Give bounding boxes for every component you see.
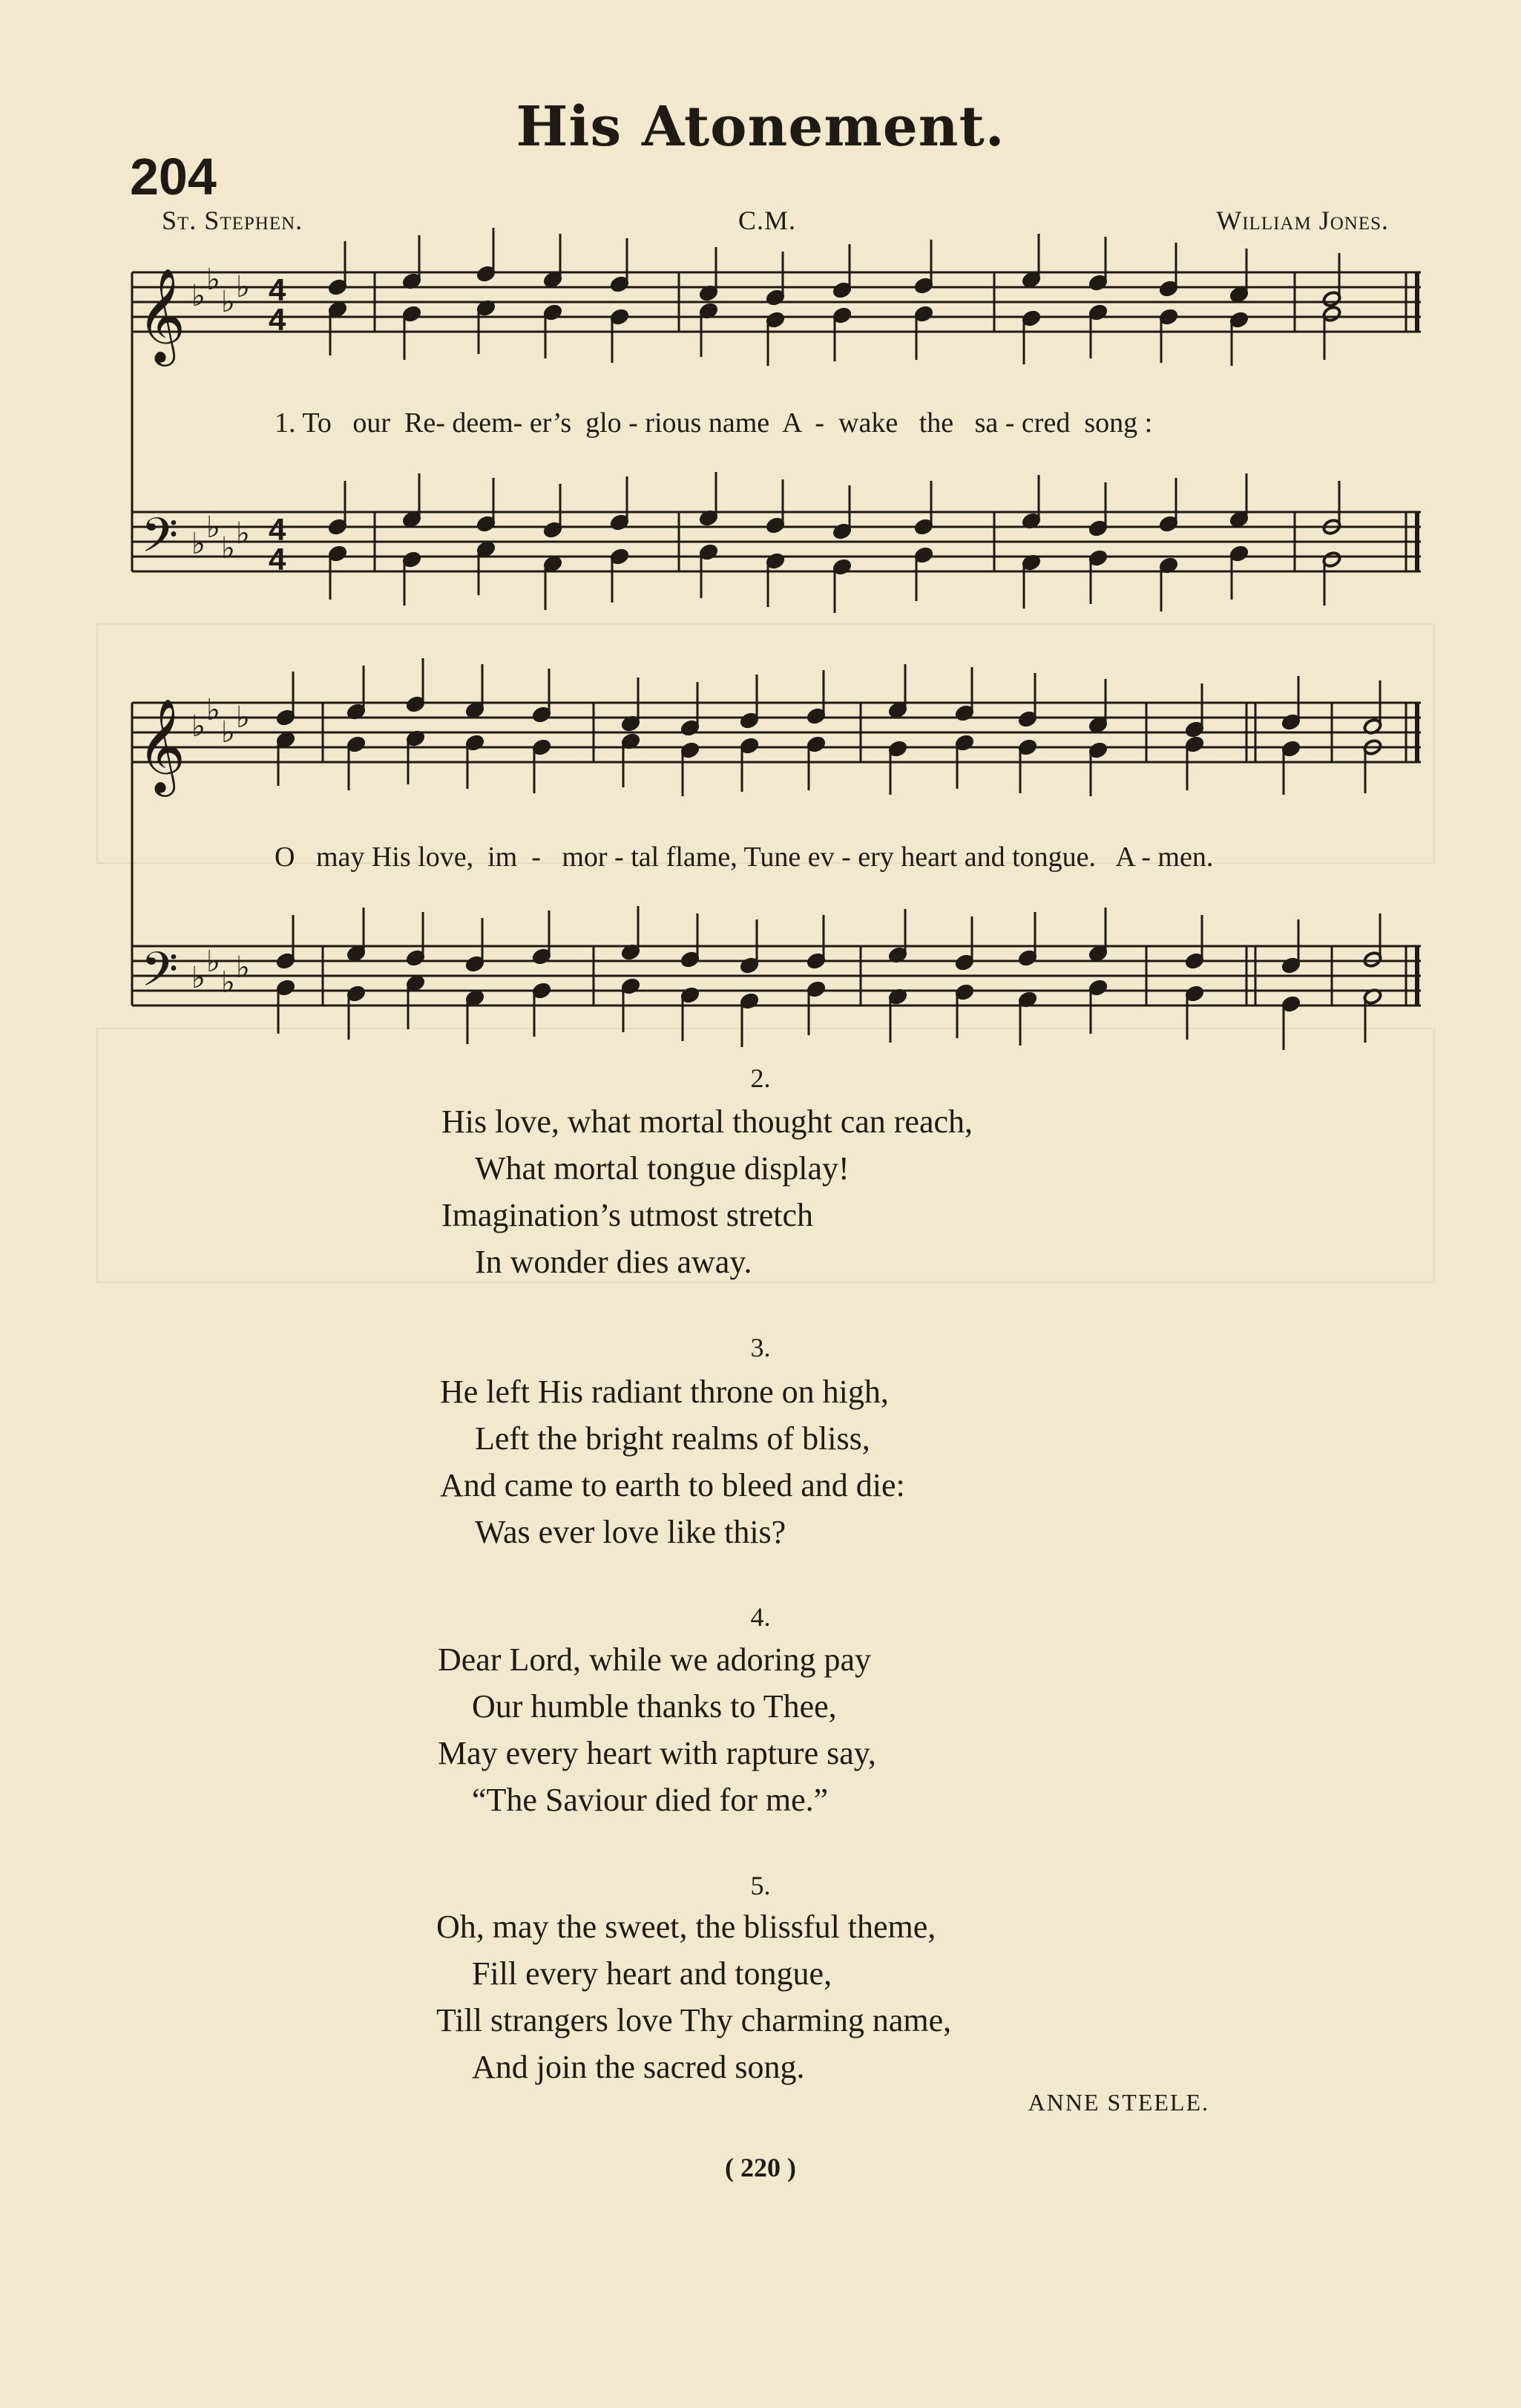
svg-text:4: 4 [269,512,286,547]
verse-line: Imagination’s utmost stretch [441,1197,814,1233]
bass-staff-2 [132,946,1421,1005]
lyrics-line-2: O may His love, im - mor - tal flame, Tune ev - ery heart and tongue. A - men. [275,842,1214,873]
lyrics-line-1: 1. To our Re- deem- er’s glo - rious name A - wake the sa - cred song : [275,407,1153,439]
page-number: ( 220 ) [725,2153,796,2182]
verse-line: Our humble thanks to Thee, [472,1688,837,1725]
hymn-author: ANNE STEELE. [1028,2089,1209,2116]
verse-line: His love, what mortal thought can reach, [441,1103,973,1140]
svg-text:4: 4 [269,302,286,337]
treble-clef-icon: 𝄞 [137,270,186,361]
bass-clef-icon: 𝄢 [141,509,179,574]
verse-line: In wonder dies away. [475,1244,752,1280]
treble-clef-icon-2: 𝄞 [137,701,186,791]
stanza-number: 2. [750,1063,771,1093]
stanza-number: 5. [750,1871,771,1900]
verse-line: Fill every heart and tongue, [472,1955,832,1992]
svg-text:♭: ♭ [206,945,220,978]
svg-text:♭: ♭ [236,270,250,304]
bass-clef-icon-2: 𝄢 [141,943,179,1008]
svg-text:♭: ♭ [221,965,235,999]
key-signature [191,263,250,565]
verse-line: Dear Lord, while we adoring pay [438,1641,872,1678]
stanza-number: 3. [750,1333,771,1362]
svg-text:♭: ♭ [191,279,206,312]
verse-line: “The Saviour died for me.” [472,1782,829,1818]
stanza-number: 4. [750,1602,771,1632]
svg-text:♭: ♭ [221,531,235,565]
svg-text:♭: ♭ [221,715,235,749]
key-signature-2 [191,693,250,999]
svg-text:♭: ♭ [206,511,220,544]
hymn-number: 204 [130,148,217,206]
verse-line: And came to earth to bleed and die: [440,1467,905,1503]
svg-text:♭: ♭ [236,516,250,550]
svg-text:♭: ♭ [191,709,206,743]
tune-name: St. Stephen. [162,206,303,235]
verse-line: May every heart with rapture say, [438,1735,876,1771]
svg-text:♭: ♭ [191,527,206,560]
page-title: His Atonement. [516,95,1005,159]
verse-line: And join the sacred song. [472,2049,805,2085]
meter: C.M. [738,206,797,235]
svg-text:4: 4 [269,272,286,307]
svg-text:♭: ♭ [236,951,250,984]
composer: William Jones. [1216,206,1389,235]
svg-text:♭: ♭ [221,285,235,318]
svg-text:4: 4 [269,542,286,577]
verse-line: Till strangers love Thy charming name, [436,2002,952,2038]
verse-line: Left the bright realms of bliss, [475,1420,870,1457]
svg-text:♭: ♭ [191,961,206,994]
music-system-1 [0,252,1521,638]
svg-text:♭: ♭ [206,693,220,726]
verse-line: What mortal tongue display! [475,1150,850,1187]
svg-text:♭: ♭ [206,263,220,296]
verse-line: Oh, may the sweet, the blissful theme, [436,1909,936,1945]
svg-text:♭: ♭ [236,701,250,734]
verse-line: Was ever love like this? [475,1514,786,1550]
verse-line: He left His radiant throne on high, [440,1374,889,1410]
